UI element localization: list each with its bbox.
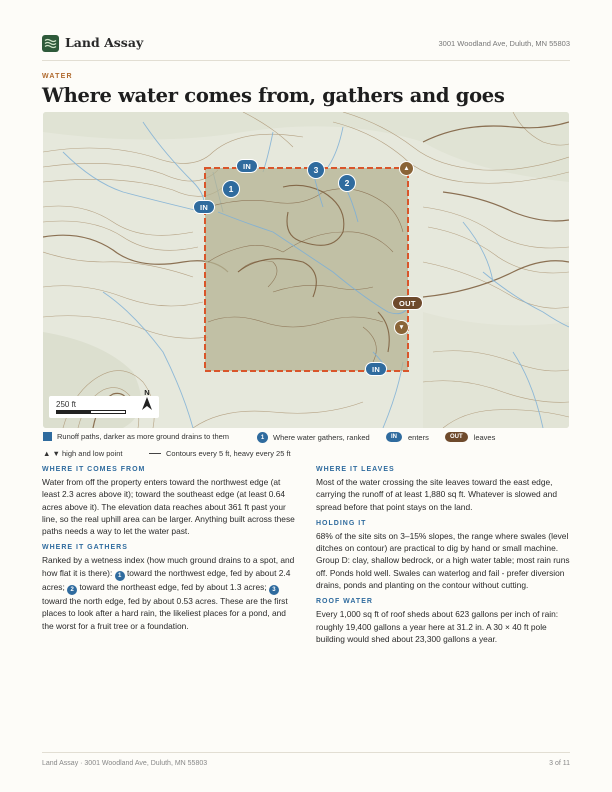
footer-divider: [42, 752, 570, 753]
gathers-text-1: Ranked by a wetness index (how much ground drains to a spot, and how flat it is there):: [42, 555, 295, 578]
north-arrow: [140, 388, 154, 415]
legend-high-low: [43, 449, 122, 458]
left-column: [42, 466, 296, 639]
header-address: 3001 Woodland Ave, Duluth, MN 55803: [438, 39, 570, 48]
holding-body: 68% of the site sits on 3–15% slopes, the range where swales (level ditches on contour) are practical to dig by hand or small machine. Group D: clay, shallow bedrock, or a high water table; most rain runs off. Ponds hold well. Swales can waterlog and fail - prefer diversion drains, ponds and planting on the contour without cutting.: [316, 530, 570, 591]
comes-from-body: Water from off the property enters toward the northwest edge (at least 2.3 acres above it); toward the southeast edge (at least 0.64 acres above it). The elevation data reaches about 361 ft past your line, so the real uphill area can be larger. Anything built across these paths needs a way to let the water past.: [42, 477, 295, 537]
leaves-heading: WHERE IT LEAVES: [316, 466, 395, 473]
high-point-marker[interactable]: ▲: [399, 161, 414, 176]
gathers-heading: WHERE IT GATHERS: [42, 544, 128, 552]
north-arrow-icon: [140, 397, 154, 410]
legend-runoff: [43, 432, 229, 441]
section-eyebrow: WATER: [42, 73, 73, 80]
legend-enters: [386, 432, 429, 442]
gather-inline-badge-1: 1: [115, 571, 125, 581]
legend-contours: [149, 449, 291, 458]
brand-name: Land Assay: [65, 35, 144, 50]
page-title: Where water comes from, gathers and goes: [42, 84, 505, 107]
outflow-marker-east[interactable]: OUT: [392, 296, 423, 310]
waves-logo-icon: [42, 35, 59, 52]
inflow-marker-north[interactable]: IN: [236, 159, 258, 173]
scale-bar-graphic: [56, 410, 126, 414]
page-header: [42, 33, 570, 55]
gathers-body: [42, 554, 296, 631]
legend-high-low-label: ▲ ▼ high and low point: [43, 449, 123, 458]
gather-point-3[interactable]: 3: [307, 161, 325, 179]
legend-gather: [257, 432, 370, 443]
holding-heading: HOLDING IT: [316, 519, 367, 527]
inflow-marker-southeast[interactable]: IN: [365, 362, 387, 376]
contour-line-swatch: [149, 453, 161, 454]
footer-address: Land Assay · 3001 Woodland Ave, Duluth, MN 55803: [42, 760, 208, 767]
gather-point-2[interactable]: 2: [338, 174, 356, 192]
page-number: 3 of 11: [549, 760, 570, 767]
water-map: [43, 112, 569, 428]
runoff-swatch: [43, 432, 52, 441]
inflow-marker-northwest[interactable]: IN: [193, 200, 215, 214]
gather-badge: 1: [257, 432, 268, 443]
roof-heading: ROOF WATER: [316, 598, 373, 606]
north-label: N: [144, 388, 150, 397]
leaves-body: Most of the water crossing the site leaves toward the east edge, carrying the runoff of at least 1,880 sq ft. Whatever is slowed and spread before that point stays on the land.: [316, 477, 557, 512]
scale-label: 250 ft: [56, 400, 77, 409]
gather-inline-badge-3: 3: [269, 585, 279, 595]
gathers-text-2: toward the northwest edge, fed by about 2.4 acres;: [42, 567, 291, 592]
low-point-marker[interactable]: ▼: [394, 320, 409, 335]
gathers-text-3: toward the northeast edge, fed by about 1.3 acres;: [77, 581, 269, 592]
gather-inline-badge-2: 2: [67, 585, 77, 595]
topographic-map-base: [43, 112, 569, 428]
legend-contours-label: Contours every 5 ft, heavy every 25 ft: [166, 449, 291, 458]
legend-leaves-label: leaves: [473, 432, 496, 442]
right-column: [316, 466, 570, 652]
in-badge: IN: [386, 432, 402, 442]
out-badge: OUT: [445, 432, 468, 442]
gather-point-1[interactable]: 1: [222, 180, 240, 198]
comes-from-heading: WHERE IT COMES FROM: [42, 466, 146, 473]
header-divider: [42, 60, 570, 61]
legend-gather-label: Where water gathers, ranked: [273, 433, 370, 442]
legend-runoff-label: Runoff paths, darker as more ground drains to them: [57, 432, 230, 441]
gathers-text-4: toward the north edge, fed by about 0.53 acres. These are the first places to look after a hard rain, the likeliest places for a pond, and the worst for a fruit tree or a foundation.: [42, 596, 288, 631]
roof-body: Every 1,000 sq ft of roof sheds about 623 gallons per inch of rain: roughly 19,400 gallons a year here at 31.2 in. A 30 × 40 ft pole building would shed about 23,300 gallons a year.: [316, 609, 559, 644]
legend-leaves: [445, 432, 495, 442]
legend-enters-label: enters: [408, 432, 429, 442]
